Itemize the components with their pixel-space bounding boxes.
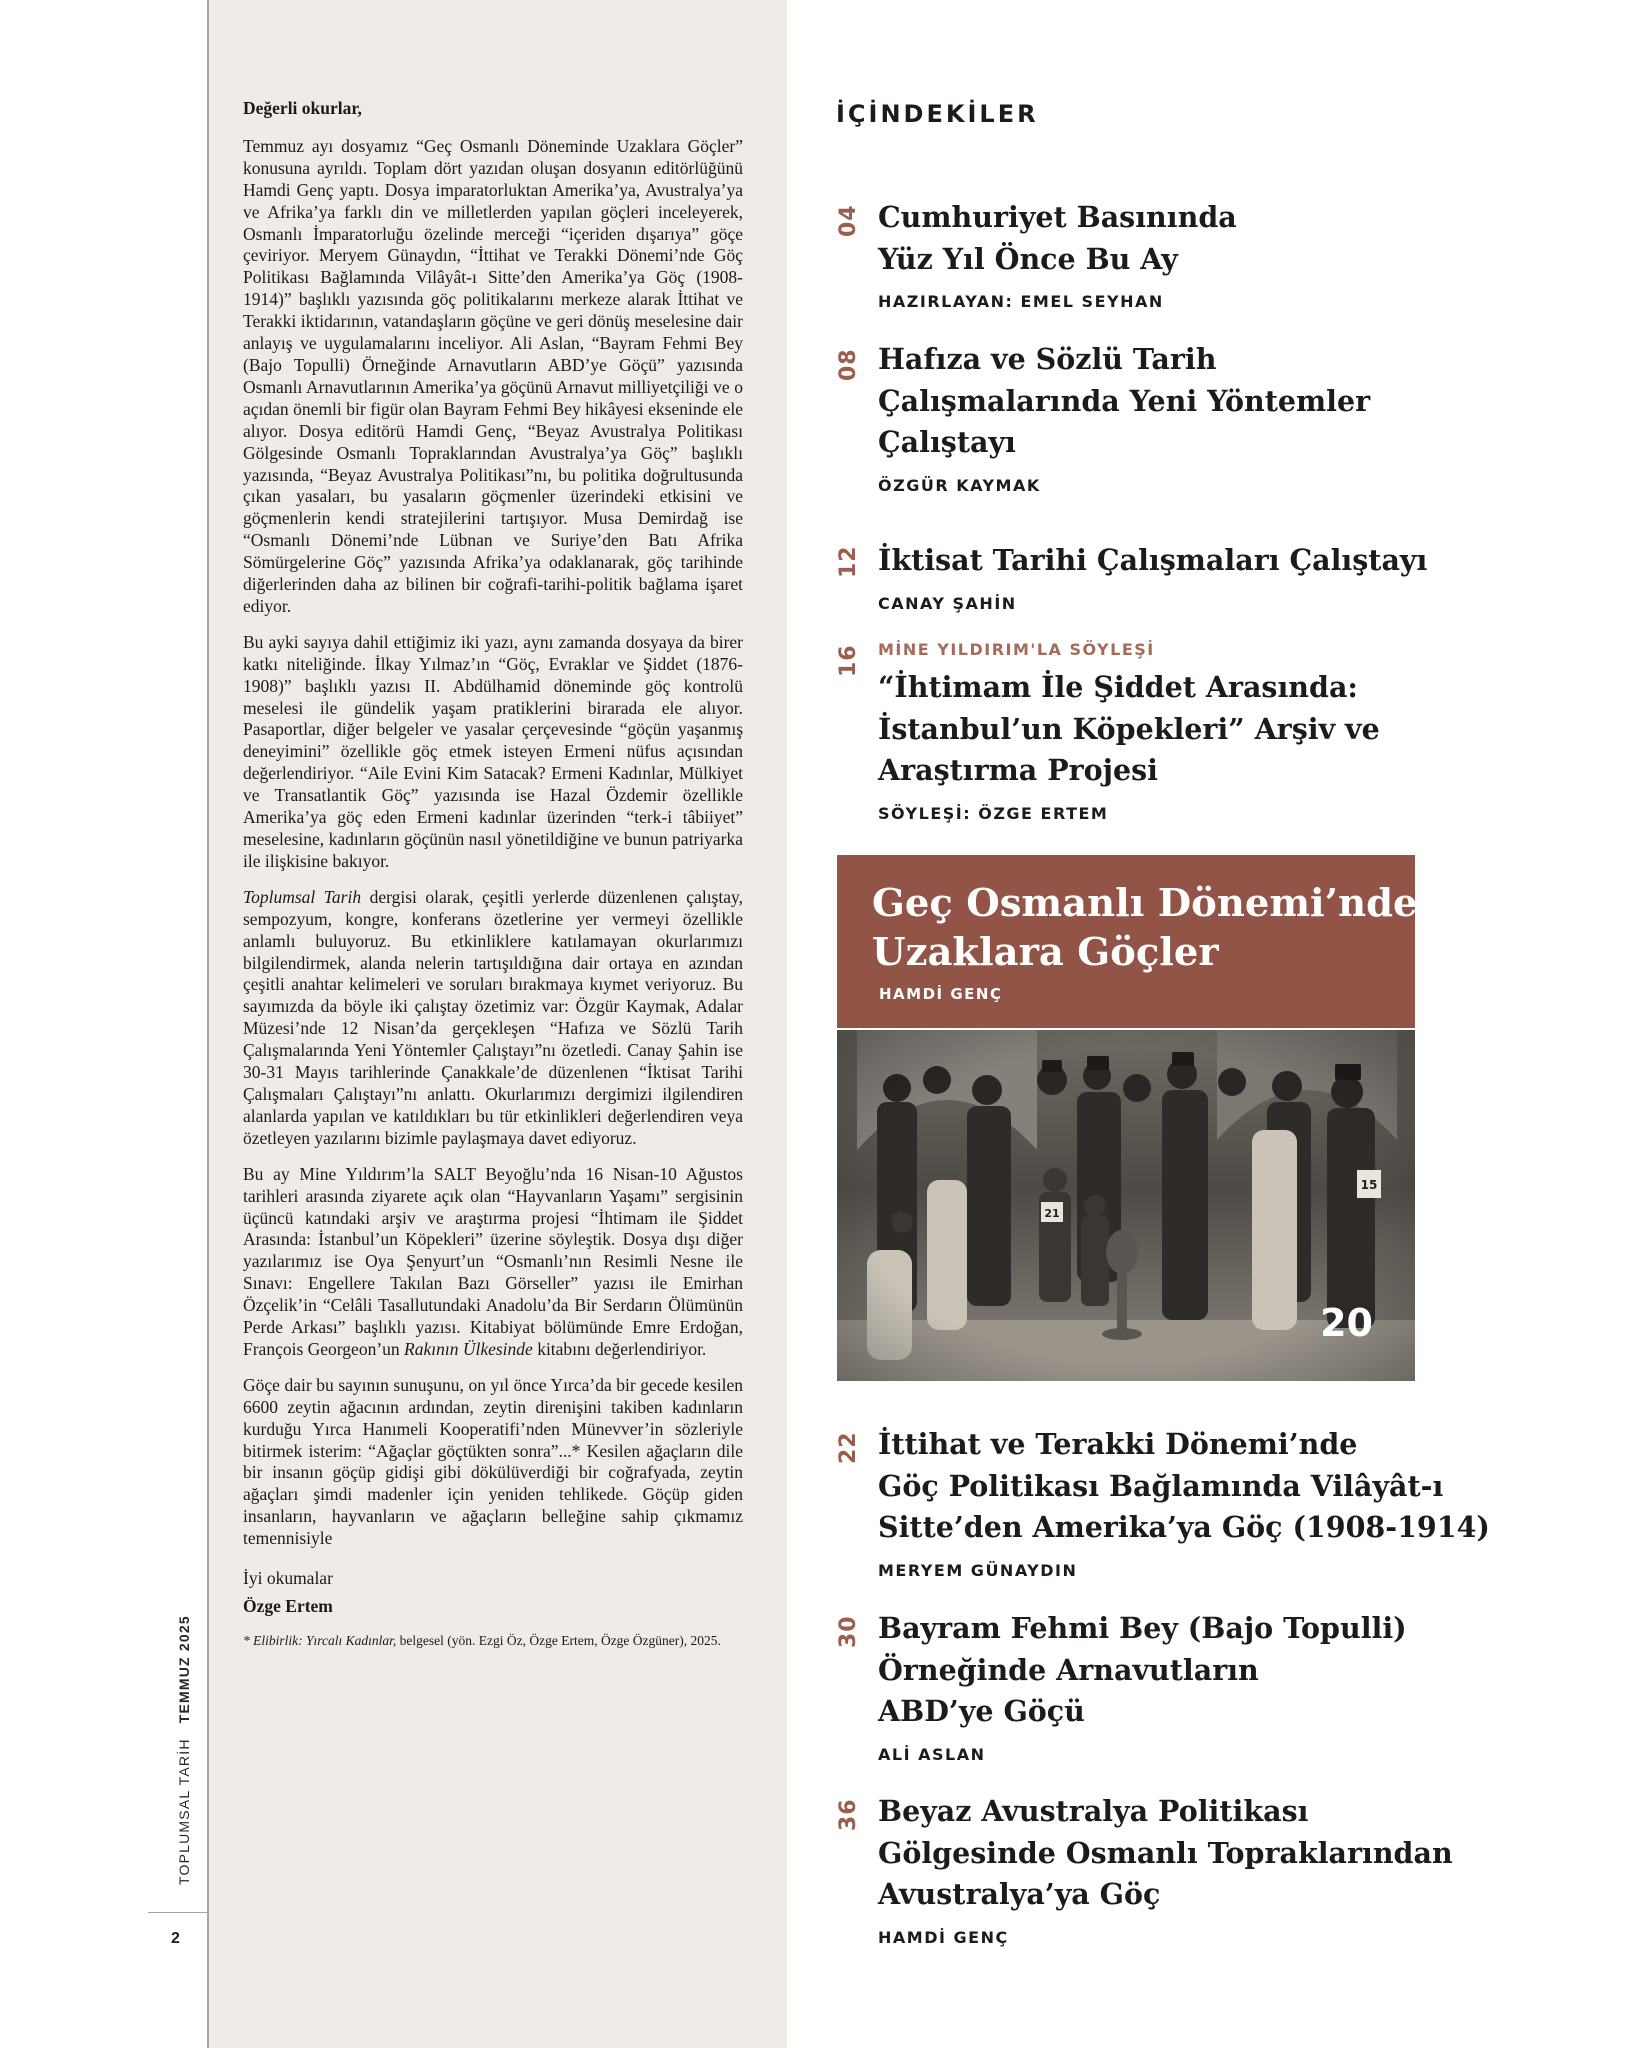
- paragraph-4-end: kitabını değerlendiriyor.: [532, 1338, 707, 1359]
- page-number-12: 12: [836, 545, 861, 578]
- entry-title-line: Gölgesinde Osmanlı Topraklarından: [878, 1835, 1453, 1870]
- entry-title-line: Yüz Yıl Önce Bu Ay: [878, 241, 1178, 276]
- entry-body: [878, 197, 1418, 311]
- letter-paragraph-2: Bu ayki sayıya dahil ettiğimiz iki yazı, aynı zamanda dosyaya da birer katkı niteliğinde. İlkay Yılmaz’ın “Göç, Evraklar ve Şiddet (1876-1908)” başlıklı yazısı II. Abdülhamid döneminde göç kontrolü meselesi ile gündelik yaşam pratiklerini birarada ele alıyor. Pasaportlar, diğer belgeler ve yasalar çerçevesinde “göçün yaşanmış deneyimini” özellikle göç etmek isteyen Ermeni nüfus açısından değerlendiriyor. “Aile Evini Kim Satacak? Ermeni Kadınlar, Mülkiyet ve Transatlantik Göç” yazısında ise Hazal Özdemir özellikle Amerika’ya göç eden Ermeni kadınlar üzerinden “terk-i tâbiiyet” meselesine, kadınların göçünün nasıl yönetildiğine ve bunun patriyarka ile ilişkisine bakıyor.: [243, 631, 743, 871]
- entry-title-line: Çalışmalarında Yeni Yöntemler: [878, 383, 1371, 418]
- letter-paragraph-3: [243, 887, 743, 1150]
- magazine-title-italic: Toplumsal Tarih: [243, 886, 362, 907]
- page-number-16: 16: [836, 644, 861, 677]
- entry-title-line: İstanbul’un Köpekleri” Arşiv ve: [878, 711, 1380, 746]
- rail-separator: [148, 1912, 208, 1913]
- editor-letter: [243, 98, 743, 1664]
- entry-author: ÖZGÜR KAYMAK: [878, 475, 1041, 495]
- entry-author: MERYEM GÜNAYDIN: [878, 1560, 1078, 1580]
- page-number-08: 08: [836, 348, 861, 381]
- entry-title-line: Örneğinde Arnavutların: [878, 1652, 1259, 1687]
- toc-title: İÇİNDEKİLER: [836, 100, 1039, 128]
- entry-body: [878, 1608, 1418, 1764]
- entry-author: SÖYLEŞİ: ÖZGE ERTEM: [878, 803, 1109, 823]
- page-number: 2: [171, 1930, 180, 1947]
- page-number-22: 22: [836, 1431, 861, 1464]
- book-title-italic: Rakının Ülkesinde: [404, 1338, 533, 1359]
- entry-title-line: Avustralya’ya Göç: [878, 1877, 1161, 1911]
- letter-paragraph-5: Göçe dair bu sayının sunuşunu, on yıl önce Yırca’da bir gecede kesilen 6600 zeytin ağacının ardından, zeytin direnişini takiben kadınların kurduğu Yırca Hanımeli Kooperatifi’nden Münevver’in sözleriyle bitirmek isterim: “Ağaçlar göçtükten sonra”...* Kesilen ağaçların dile bir insanın göçüp gidişi gibi dökülüverdiği bir coğrafyada, zeytin ağaçları şimdi madenler için yeniden tehlikede. Göçüp giden insanların, hayvanların ve ağaçların belleğine sahip çıkmamız temennisiyle: [243, 1374, 743, 1549]
- paragraph-3-text: dergisi olarak, çeşitli yerlerde düzenlenen çalıştay, sempozyum, kongre, konferans özetlerine yer vermeyi özellikle anlamlı buluyoruz. Bu etkinliklere katılamayan okurlarımızı bilgilendirmek, alanda nelerin tartışıldığına dair ortaya en azından çeşitli anahtar kelimeleri ve soruları bırakmaya kıymet veriyoruz. Bu sayımızda da böyle iki çalıştay özetimiz var: Özgür Kaymak, Adalar Müzesi’nde 12 Nisan’da gerçekleşen “Hafıza ve Sözlü Tarih Çalışmalarında Yeni Yöntemler Çalıştayı”nı özetledi. Canay Şahin ise 30-31 Mayıs tarihlerinde Çanakkale’de düzenlenen “İktisat Tarihi Çalışmaları Çalıştayı”nı anlattı. Okurlarımızı dergimizi ilgilendiren alanlarda yapılan ve katıldıkları bu tür etkinlikleri değerlendiren veya özetleyen yazılarını bizimle paylaşmaya davet ediyoruz.: [243, 886, 743, 1148]
- dossier-feature[interactable]: [837, 855, 1418, 1381]
- entry-title-line: Cumhuriyet Basınında: [878, 200, 1237, 234]
- entry-title-line: İktisat Tarihi Çalışmaları Çalıştayı: [878, 543, 1428, 577]
- letter-paragraph-4: [243, 1164, 743, 1361]
- entry-title-line: Göç Politikası Bağlamında Vilâyât-ı: [878, 1468, 1444, 1503]
- editor-letter-panel: [209, 0, 787, 2048]
- dossier-title-line: Geç Osmanlı Dönemi’nde: [872, 881, 1418, 926]
- entry-body: [878, 1791, 1453, 1947]
- entry-title-line: “İhtimam İle Şiddet Arasında:: [878, 670, 1358, 704]
- page-number-36: 36: [836, 1798, 861, 1831]
- dossier-page-number: 20: [1320, 1301, 1373, 1345]
- entry-title-line: Hafıza ve Sözlü Tarih: [878, 342, 1217, 376]
- entry-author: HAMDİ GENÇ: [878, 1927, 1009, 1947]
- page-number-30: 30: [836, 1615, 861, 1648]
- entry-title-line: Sitte’den Amerika’ya Göç (1908-1914): [878, 1510, 1490, 1544]
- entry-body: [878, 640, 1418, 823]
- entry-author: HAZIRLAYAN: EMEL SEYHAN: [878, 292, 1164, 311]
- entry-title-line: Çalıştayı: [878, 425, 1016, 459]
- closing-line: İyi okumalar: [243, 1568, 333, 1589]
- entry-title-line: ABD’ye Göçü: [878, 1694, 1085, 1728]
- dossier-editor: HAMDİ GENÇ: [879, 985, 1003, 1003]
- entry-author: ALİ ASLAN: [878, 1744, 986, 1764]
- entry-title-line: Bayram Fehmi Bey (Bajo Topulli): [878, 1611, 1407, 1645]
- footnote-film-title: * Elibirlik: Yırcalı Kadınlar,: [243, 1632, 397, 1648]
- entry-title-line: Araştırma Projesi: [878, 753, 1158, 787]
- issue-date: TEMMUZ 2025: [176, 1615, 192, 1724]
- dossier-title-line: Uzaklara Göçler: [872, 930, 1219, 975]
- greeting: Değerli okurlar,: [243, 98, 362, 118]
- dossier-title-band: [837, 855, 1418, 1028]
- running-footer: [176, 1615, 192, 1885]
- entry-title-line: İttihat ve Terakki Dönemi’nde: [878, 1427, 1358, 1461]
- historical-group-photo: [837, 1030, 1415, 1381]
- paragraph-4-text: Bu ay Mine Yıldırım’la SALT Beyoğlu’nda 16 Nisan-10 Ağustos tarihleri arasında ziyarete açık olan “Hayvanların Yaşamı” sergisinin üçüncü katındaki arşiv ve araştırma projesi “İhtimam ile Şiddet Arasında: İstanbul’un Köpekleri” üzerine söyleştik. Dosya dışı diğer yazılarımız ise Oya Şenyurt’un “Osmanlı’nın Resimli Nesne ile Sınavı: Engellere Takılan Bazı Görseller” yazısı ile Emirhan Özçelik’in “Celâli Tasallutundaki Anadolu’da Bir Serdarın Ölümünün Perde Arkası” başlıklı yazısı. Kitabiyat bölümünde Emre Erdoğan, François Georgeon’un: [243, 1163, 743, 1359]
- entry-body: [878, 540, 1428, 613]
- entry-body: [878, 1424, 1490, 1580]
- footnote-text: belgesel (yön. Ezgi Öz, Özge Ertem, Özge Özgüner), 2025.: [396, 1632, 721, 1648]
- entry-title-line: Beyaz Avustralya Politikası: [878, 1794, 1309, 1828]
- dossier-title: [872, 879, 1418, 977]
- letter-paragraph-1: Temmuz ayı dosyamız “Geç Osmanlı Döneminde Uzaklara Göçler” konusuna ayrıldı. Toplam dört yazıdan oluşan dosyanın editörlüğünü Hamdi Genç yaptı. Dosya imparatorluktan Amerika’ya, Avustralya’ya ve Afrika’ya farklı din ve milletlerden yapılan göçleri inceleyerek, Osmanlı İmparatorluğu özelinde merceği “içeriden dışarıya” göçe çeviriyor. Meryem Günaydın, “İttihat ve Terakki Dönemi’nde Göç Politikası Bağlamında Vilâyât-ı Sitte’den Amerika’ya Göç (1908-1914)” başlıklı yazısında göç politikalarını merkeze alarak İttihat ve Terakki iktidarının, vatandaşların göçüne ve geri dönüş meselesine dair anlayış ve uygulamalarını inceliyor. Ali Aslan, “Bayram Fehmi Bey (Bajo Topulli) Örneğinde Arnavutların ABD’ye Göçü” yazısında Osmanlı Arnavutlarının Amerika’ya göçünü Arnavut milliyetçiliği ve o açıdan önemli bir figür olan Bayram Fehmi Bey hikâyesi ekseninde ele alıyor. Dosya editörü Hamdi Genç, “Beyaz Avustralya Politikası Gölgesinde Osmanlı Topraklarından Avustralya’ya Göç” başlıklı yazısında, “Beyaz Avustralya Politikası”nı, bu politika doğrultusunda çıkan yasaları, bu yasaların göçmenler üzerindeki etkisini ve göçmenlerin kendi stratejilerini tartışıyor. Musa Demirdağ ise “Osmanlı Dönemi’nde Lübnan ve Suriye’den Batı Afrika Sömürgelerine Göç” yazısında Afrika’ya odaklanarak, göç tarihinde diğerlerinden daha az bilinen bir coğrafi-tarihi-politik bağlama işaret ediyor.: [243, 135, 743, 616]
- page-number-04: 04: [836, 204, 861, 237]
- interview-kicker: MİNE YILDIRIM'LA SÖYLEŞİ: [878, 640, 1155, 659]
- magazine-name: TOPLUMSAL TARİH: [176, 1738, 192, 1885]
- entry-body: [878, 339, 1418, 495]
- footnote: [243, 1632, 743, 1650]
- signature: Özge Ertem: [243, 1596, 333, 1616]
- entry-author: CANAY ŞAHİN: [878, 593, 1017, 613]
